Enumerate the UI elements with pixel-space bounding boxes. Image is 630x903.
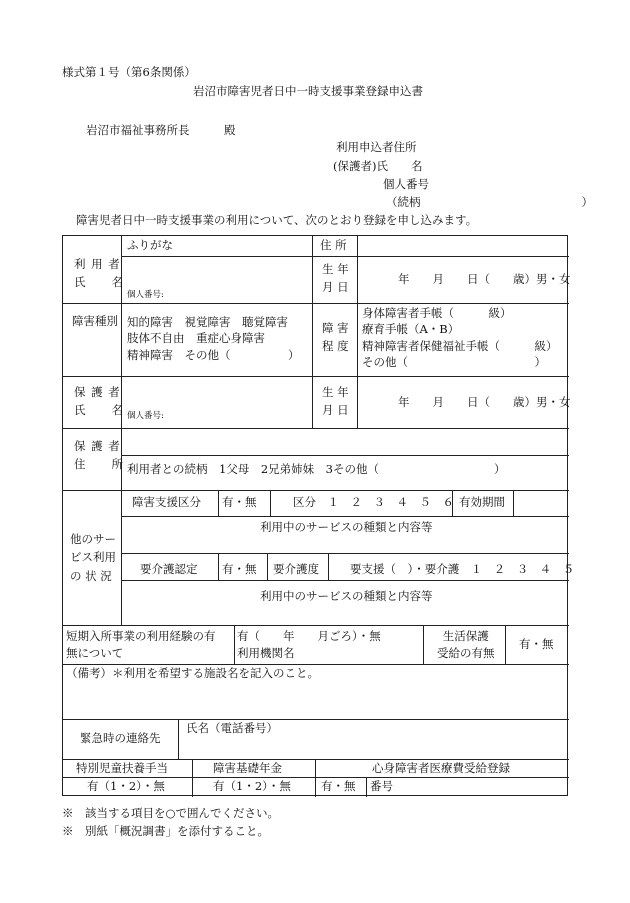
welfare-yes-no: 有・無 — [519, 637, 554, 651]
care-scale: 要支援（ ）・要介護 １ ２ ３ ４ ５ — [350, 562, 575, 576]
page-title: 岩沼市障害児者日中一時支援事業登録申込書 — [193, 84, 423, 98]
user-dob: 年 月 日（ 歳）男・女 — [398, 272, 571, 286]
benefit-value-medical: 有・無 — [321, 779, 356, 793]
guardian-dob: 年 月 日（ 歳）男・女 — [398, 395, 571, 409]
benefit-value-child-allowance: 有（1・2）・無 — [87, 779, 165, 793]
emergency-label: 緊急時の連絡先 — [80, 731, 161, 745]
user-dob-label: 生 年 月 日 — [322, 262, 349, 294]
service-details-1: 利用中のサービスの種類と内容等 — [260, 520, 433, 534]
benefit-header-pension: 障害基礎年金 — [213, 761, 282, 775]
user-address-label: 住 所 — [320, 238, 347, 252]
short-stay-label: 短期入所事業の利用経験の有 無について — [66, 629, 216, 661]
benefit-header-medical: 心身障害者医療費受給登録 — [372, 761, 510, 775]
guardian-address-label: 保 護 者 住 所 — [74, 439, 124, 472]
note-1: ※ 該当する項目を○で囲んでください。 — [62, 806, 280, 820]
benefit-value-pension: 有（1・2）・無 — [213, 779, 291, 793]
guardian-name-label: 保 護 者 氏 名 — [74, 385, 124, 418]
applicant-name: (保護者)氏 名 — [333, 159, 423, 173]
disability-type-label: 障害種別 — [72, 314, 118, 328]
form-number: 様式第１号（第6条関係） — [62, 65, 196, 79]
benefit-header-child-allowance: 特別児童扶養手当 — [76, 761, 168, 775]
care-cert-yes-no: 有・無 — [222, 562, 257, 576]
support-class-yes-no: 有・無 — [222, 495, 257, 509]
welfare-label: 生活保護 受給の有無 — [437, 629, 495, 661]
short-stay-value: 有（ 年 月ごろ）・無 利用機関名 — [237, 629, 381, 661]
applicant-address: 利用申込者住所 — [336, 140, 417, 154]
guardian-personal-number-label: 個人番号: — [127, 411, 164, 421]
guardian-dob-label: 生 年 月 日 — [322, 385, 349, 417]
disability-types: 知的障害 視覚障害 聴覚障害 肢体不自由 重症心身障害 精神障害 その他（ ） — [127, 315, 300, 362]
note-2: ※ 別紙「概況調書」を添付すること。 — [62, 824, 269, 838]
addressee: 岩沼市福祉事務所長 殿 — [86, 123, 236, 137]
service-details-2: 利用中のサービスの種類と内容等 — [260, 589, 433, 603]
other-services-label: 他のサー ビス利用 の 状 況 — [70, 532, 116, 583]
disability-degree-label: 障 害 程 度 — [322, 321, 349, 353]
care-level-label: 要介護度 — [273, 562, 319, 576]
furigana-label: ふりがな — [127, 238, 173, 252]
applicant-personal-number: 個人番号 — [383, 177, 429, 191]
support-class-label: 障害支援区分 — [132, 495, 201, 509]
user-name-label: 利 用 者 氏 名 — [74, 257, 124, 290]
user-personal-number-label: 個人番号: — [127, 290, 164, 300]
benefit-medical-number-label: 番号 — [370, 779, 393, 793]
validity-label: 有効期間 — [459, 495, 505, 509]
care-cert-label: 要介護認定 — [140, 562, 198, 576]
support-class-scale: 区分 １ ２ ３ ４ ５ ６ — [293, 495, 454, 509]
emergency-value: 氏名（電話番号） — [186, 721, 278, 735]
applicant-relation: （続柄 ） — [386, 195, 593, 209]
remarks: （備考）＊利用を希望する施設名を記入のこと。 — [66, 666, 319, 680]
disability-degrees: 身体障害者手帳（ 級） 療育手帳（A・B） 精神障害者保健福祉手帳（ 級） その他（ ） — [362, 306, 558, 369]
intro-text: 障害児者日中一時支援事業の利用について、次のとおり登録を申し込みます。 — [76, 213, 478, 227]
guardian-relation: 利用者との続柄 1父母 2兄弟姉妹 3その他（ ） — [127, 462, 506, 476]
